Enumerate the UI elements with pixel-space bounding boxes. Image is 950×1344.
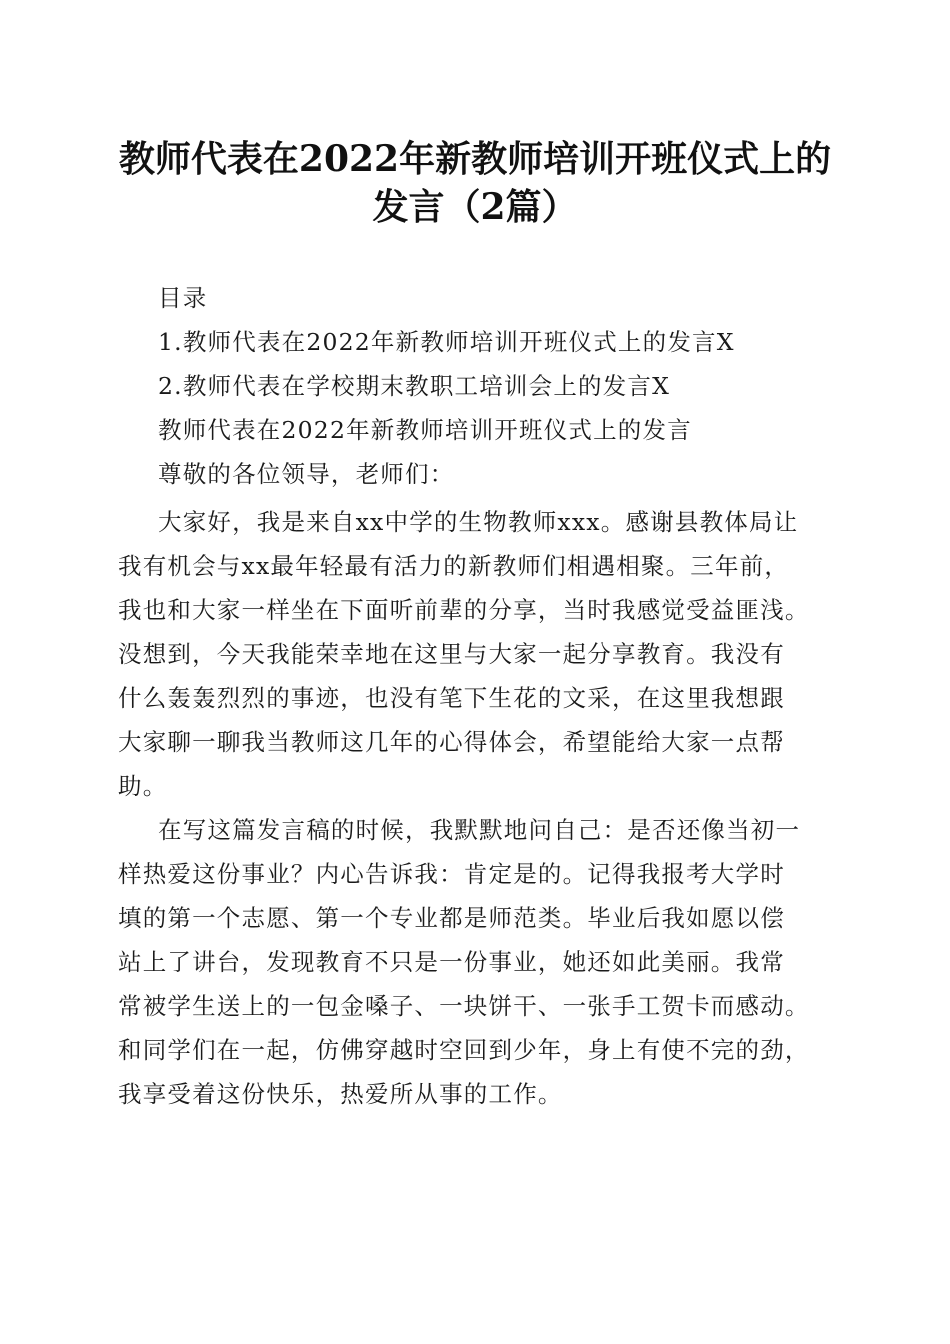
paragraph-2-line: 站上了讲台，发现教育不只是一份事业，她还如此美丽。我常	[118, 948, 785, 976]
title-line-2: 发言（2篇）	[372, 186, 578, 228]
toc-item-2[interactable]: 2.教师代表在学校期末教职工培训会上的发言X	[158, 372, 671, 400]
salutation: 尊敬的各位领导，老师们：	[158, 460, 455, 488]
section-title: 教师代表在2022年新教师培训开班仪式上的发言	[158, 416, 692, 444]
toc-heading: 目录	[158, 284, 208, 312]
paragraph-2-line: 样热爱这份事业？内心告诉我：肯定是的。记得我报考大学时	[118, 860, 785, 888]
paragraph-2-line: 和同学们在一起，仿佛穿越时空回到少年，身上有使不完的劲，	[118, 1036, 810, 1064]
paragraph-2-line: 在写这篇发言稿的时候，我默默地问自己：是否还像当初一	[158, 816, 801, 844]
paragraph-2-line: 填的第一个志愿、第一个专业都是师范类。毕业后我如愿以偿	[118, 904, 785, 932]
paragraph-1-line: 大家好，我是来自xx中学的生物教师xxx。感谢县教体局让	[158, 508, 799, 536]
document-title	[110, 135, 840, 231]
title-line-1: 教师代表在2022年新教师培训开班仪式上的	[118, 138, 832, 180]
toc-item-1[interactable]: 1.教师代表在2022年新教师培训开班仪式上的发言X	[158, 328, 735, 356]
paragraph-1-line: 我有机会与xx最年轻最有活力的新教师们相遇相聚。三年前，	[118, 552, 790, 580]
paragraph-1-line: 助。	[118, 772, 168, 800]
paragraph-2-line: 我享受着这份快乐，热爱所从事的工作。	[118, 1080, 563, 1108]
paragraph-1-line: 什么轰轰烈烈的事迹，也没有笔下生花的文采，在这里我想跟	[118, 684, 785, 712]
paragraph-2-line: 常被学生送上的一包金嗓子、一块饼干、一张手工贺卡而感动。	[118, 992, 810, 1020]
paragraph-1-line: 大家聊一聊我当教师这几年的心得体会，希望能给大家一点帮	[118, 728, 785, 756]
paragraph-1-line: 没想到，今天我能荣幸地在这里与大家一起分享教育。我没有	[118, 640, 785, 668]
paragraph-1-line: 我也和大家一样坐在下面听前辈的分享，当时我感觉受益匪浅。	[118, 596, 810, 624]
